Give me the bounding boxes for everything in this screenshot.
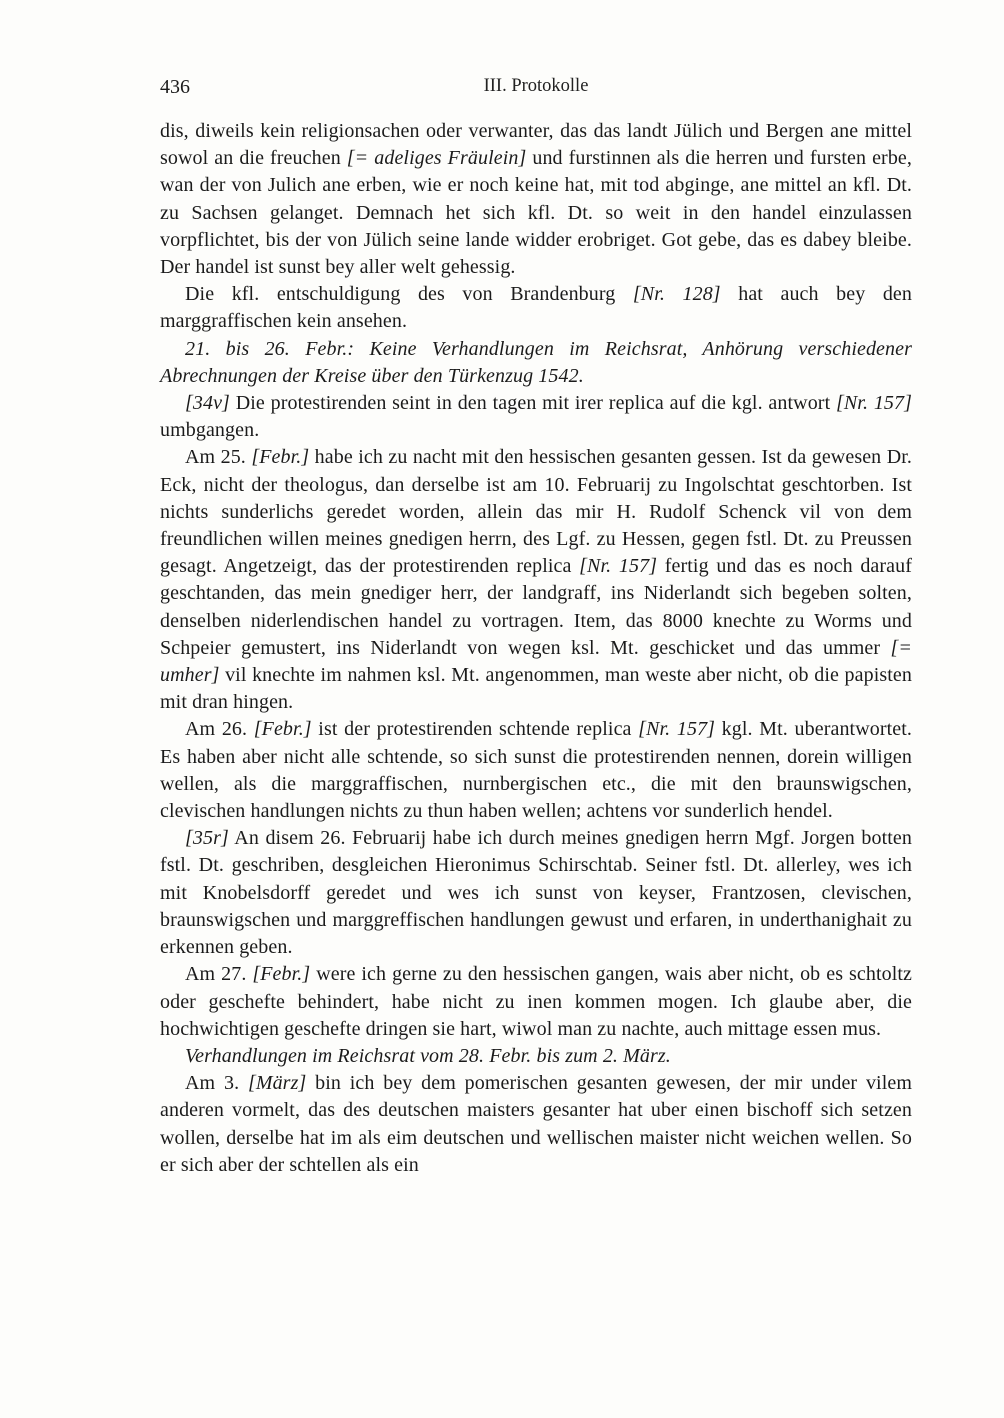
italic-run: [Nr. 157]	[638, 718, 716, 741]
text-run: Am 3.	[185, 1072, 248, 1095]
paragraph	[160, 716, 912, 825]
italic-run: 21. bis 26. Febr.: Keine Verhandlungen im Reichsrat, Anhörung verschiedener Abrechnungen der Kreise über den Türkenzug 1542.	[160, 337, 912, 387]
italic-run: [März]	[247, 1072, 307, 1095]
text-run: hat auch bey den marggraffischen kein ansehen.	[160, 283, 912, 333]
italic-run: [Febr.]	[253, 718, 312, 741]
paragraph	[160, 336, 912, 390]
paragraph	[160, 1043, 912, 1070]
text-run: An disem 26. Februarij habe ich durch meines gnedigen herrn Mgf. Jorgen botten fstl. Dt. geschriben, desgleichen Hieronimus Schirschtab. Seiner fstl. Dt. allerley, wes ich mit Knobelsdorff geredet und wes ich sunst von keyser, Frantzosen, clevischen, braunswigschen und marggreffischen handlungen gewust und erfaren, in underthanighait zu erkennen geben.	[160, 827, 912, 959]
text-column	[160, 76, 912, 1179]
italic-run: [35r]	[185, 827, 229, 850]
italic-run: [Nr. 157]	[579, 555, 658, 578]
page-body	[160, 118, 912, 1179]
text-run: umbgangen.	[160, 419, 260, 442]
italic-run: [Nr. 157]	[835, 392, 913, 415]
italic-run: [= umher]	[160, 636, 912, 687]
paragraph	[160, 390, 912, 444]
text-run: vil knechte im nahmen ksl. Mt. angenommen, man weste aber nicht, ob die papisten mit dran hingen.	[160, 664, 912, 714]
paragraph	[160, 961, 912, 1043]
paragraph	[160, 1070, 912, 1179]
italic-run: [= adeliges Fräulein]	[346, 147, 527, 170]
text-run: ist der protestirenden schtende replica	[311, 718, 639, 741]
text-run: were ich gerne zu den hessischen gangen, wais aber nicht, ob es schtoltz oder geschefte behindert, habe nicht zu inen kommen mogen. Ich glaube aber, die hochwichtigen geschefte dringen sie hart, wiwol man zu nachte, auch mittage essen mus.	[160, 963, 913, 1040]
paragraph	[160, 281, 912, 335]
paragraph	[160, 444, 912, 716]
paragraph	[160, 118, 912, 281]
text-run: Am 25.	[185, 446, 252, 469]
page-header	[160, 76, 912, 104]
text-run: fertig und das es noch darauf geschtanden, das mein gnediger herr, der landgraff, ins Niderlandt sich begeben solten, denselben niderlendischen handel zu vortragen. Item, das 8000 knechte zu Worms und Schpeier gemustert, ins Niderlandt von wegen ksl. Mt. geschicket und das ummer	[160, 555, 913, 659]
text-run: kgl. Mt. uberantwortet. Es haben aber nicht alle schtende, so sich sunst die protestirenden nennen, dorein willigen wellen, als die marggraffischen, nurnbergischen etc., die mit den braunswigschen, clevischen handlungen nichts zu thun haben wellen; achtens vor sunderlich hendel.	[160, 718, 912, 823]
text-run: bin ich bey dem pomerischen gesanten gewesen, der mir under vilem anderen vormelt, das des deutschen maisters gesanter hat uber einen bischoff sich setzen wollen, derselbe hat im als eim deutschen und wellischen maister nicht weichen wellen. So er sich aber der schtellen als ein	[160, 1072, 912, 1176]
text-run: Die protestirenden seint in den tagen mit irer replica auf die kgl. antwort	[229, 392, 836, 415]
text-run: habe ich zu nacht mit den hessischen gesanten gessen. Ist da gewesen Dr. Eck, nicht der theologus, dan derselbe ist am 10. Februarij zu Ingolschtat geschtorben. Ist nichts sunderlichs geredet worden, allein das mir H. Rudolf Schenck vil von dem freundlichen willen meines gnedigen herrn, des Lgf. zu Hessen, gegen fstl. Dt. zu Preussen gesagt. Angetzeigt, das der protestirenden replica	[160, 446, 912, 578]
paragraph	[160, 825, 912, 961]
page-number: 436	[160, 76, 190, 98]
italic-run: Verhandlungen im Reichsrat vom 28. Febr. bis zum 2. März.	[185, 1044, 671, 1067]
italic-run: [34v]	[185, 392, 230, 415]
text-run: Die kfl. entschuldigung des von Brandenburg	[185, 283, 633, 306]
italic-run: [Nr. 128]	[632, 283, 721, 306]
text-run: Am 26.	[185, 718, 254, 741]
italic-run: [Febr.]	[252, 963, 311, 986]
italic-run: [Febr.]	[251, 446, 310, 469]
running-title: III. Protokolle	[483, 76, 589, 96]
text-run: Am 27.	[185, 963, 253, 986]
text-run: und furstinnen als die herren und fursten erbe, wan der von Julich ane erben, wie er noch keine hat, mit tod abginge, ane mittel an kfl. Dt. zu Sachsen gelanget. Demnach het sich kfl. Dt. so weit in den handel einzulassen vorpflichtet, bis der von Jülich seine lande widder erobriget. Got gebe, das es dabey bleibe. Der handel ist sunst bey aller welt gehessig.	[160, 147, 912, 279]
text-run: dis, diweils kein religionsachen oder verwanter, das das landt Jülich und Bergen ane mittel sowol an die freuchen	[160, 120, 912, 170]
